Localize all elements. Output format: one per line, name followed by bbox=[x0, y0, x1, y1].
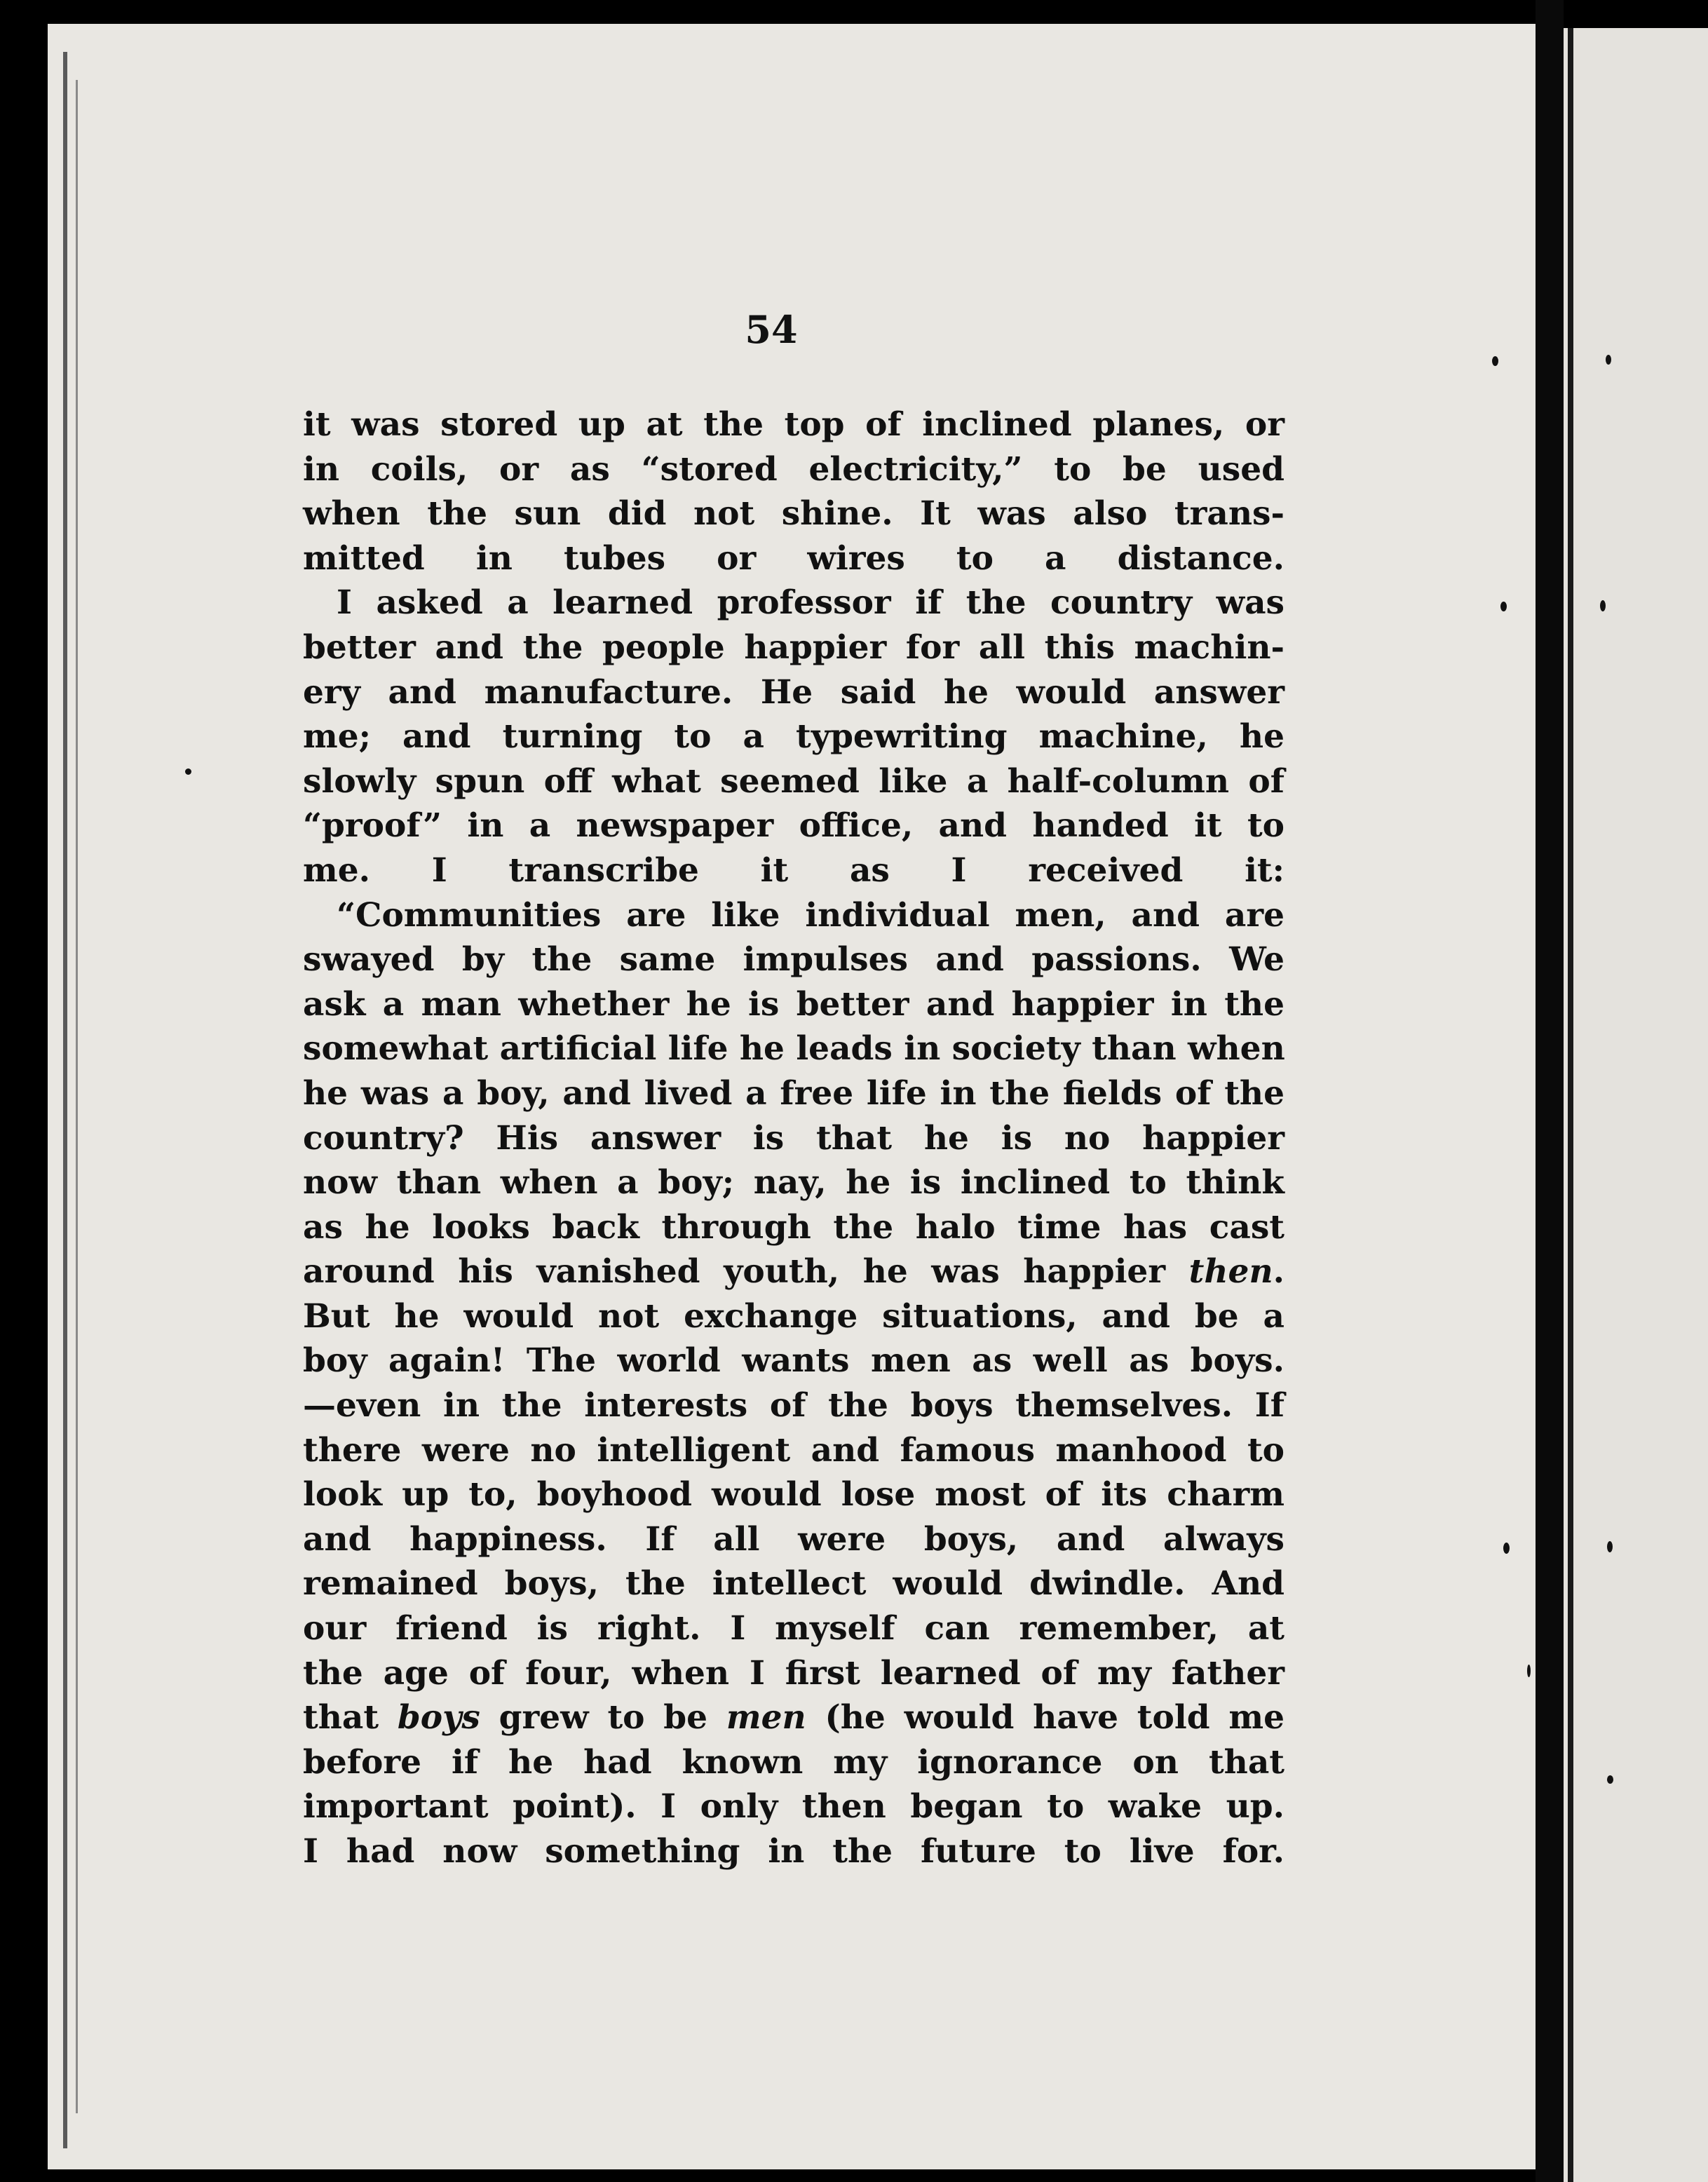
text-line: me. I transcribe it as I received it: bbox=[303, 851, 1285, 890]
text-line: I had now something in the future to live for. bbox=[303, 1832, 1285, 1871]
speck bbox=[1606, 355, 1611, 365]
book-gutter bbox=[1536, 0, 1564, 2182]
text-line: important point). I only then began to wake up. bbox=[303, 1787, 1285, 1827]
speck bbox=[185, 768, 191, 775]
page-number: 54 bbox=[745, 307, 798, 352]
page-edge-shadow-inner bbox=[76, 80, 78, 2113]
text-line: it was stored up at the top of inclined planes, or bbox=[303, 405, 1285, 444]
text-line: in coils, or as “stored electricity,” to be used bbox=[303, 449, 1285, 489]
text-line: swayed by the same impulses and passions. We bbox=[303, 940, 1285, 980]
text-line: me; and turning to a typewriting machine, he bbox=[303, 717, 1285, 757]
text-line: mitted in tubes or wires to a distance. bbox=[303, 538, 1285, 578]
text-line: that boys grew to be men (he would have told me bbox=[303, 1698, 1285, 1737]
text-line: I asked a learned professor if the country was bbox=[337, 583, 1285, 623]
text-line: boy again! The world wants men as well as boys. bbox=[303, 1341, 1285, 1381]
text-line: But he would not exchange situations, and be a bbox=[303, 1296, 1285, 1336]
text-line: our friend is right. I myself can remember, at bbox=[303, 1609, 1285, 1648]
text-line: country? His answer is that he is no happier bbox=[303, 1118, 1285, 1158]
speck bbox=[1503, 1543, 1510, 1554]
text-line: “Communities are like individual men, and are bbox=[337, 895, 1285, 935]
text-line: before if he had known my ignorance on that bbox=[303, 1742, 1285, 1782]
text-line: “proof” in a newspaper office, and handed it to bbox=[303, 806, 1285, 846]
speck bbox=[1607, 1541, 1613, 1552]
text-line: —even in the interests of the boys themselves. If bbox=[303, 1386, 1285, 1425]
body-text bbox=[303, 402, 1285, 1874]
text-line: he was a boy, and lived a free life in the fields of the bbox=[303, 1073, 1285, 1113]
speck bbox=[1527, 1665, 1531, 1677]
text-line: slowly spun off what seemed like a half-column of bbox=[303, 761, 1285, 801]
text-line: ask a man whether he is better and happier in the bbox=[303, 984, 1285, 1024]
speck bbox=[1492, 356, 1498, 366]
speck bbox=[1600, 600, 1606, 611]
text-line: somewhat artificial life he leads in society than when bbox=[303, 1029, 1285, 1069]
page-edge-shadow bbox=[63, 52, 67, 2148]
speck bbox=[1607, 1775, 1613, 1784]
text-line: there were no intelligent and famous manhood to bbox=[303, 1430, 1285, 1470]
text-line: now than when a boy; nay, he is inclined to think bbox=[303, 1163, 1285, 1202]
paragraph bbox=[303, 581, 1285, 893]
text-line: remained boys, the intellect would dwindle. And bbox=[303, 1564, 1285, 1604]
text-line: and happiness. If all were boys, and always bbox=[303, 1519, 1285, 1559]
text-line: better and the people happier for all this machin- bbox=[303, 628, 1285, 667]
text-line: the age of four, when I first learned of my father bbox=[303, 1653, 1285, 1693]
paragraph bbox=[303, 402, 1285, 581]
facing-page-inner-edge bbox=[1568, 28, 1573, 2182]
text-line: when the sun did not shine. It was also trans- bbox=[303, 494, 1285, 534]
text-line: look up to, boyhood would lose most of its charm bbox=[303, 1475, 1285, 1514]
text-line: as he looks back through the halo time has cast bbox=[303, 1207, 1285, 1247]
text-line: ery and manufacture. He said he would answer bbox=[303, 672, 1285, 712]
paragraph bbox=[303, 893, 1285, 1874]
facing-page-edge bbox=[1564, 28, 1708, 2182]
speck bbox=[1500, 602, 1507, 611]
text-line: around his vanished youth, he was happier then. bbox=[303, 1252, 1285, 1292]
